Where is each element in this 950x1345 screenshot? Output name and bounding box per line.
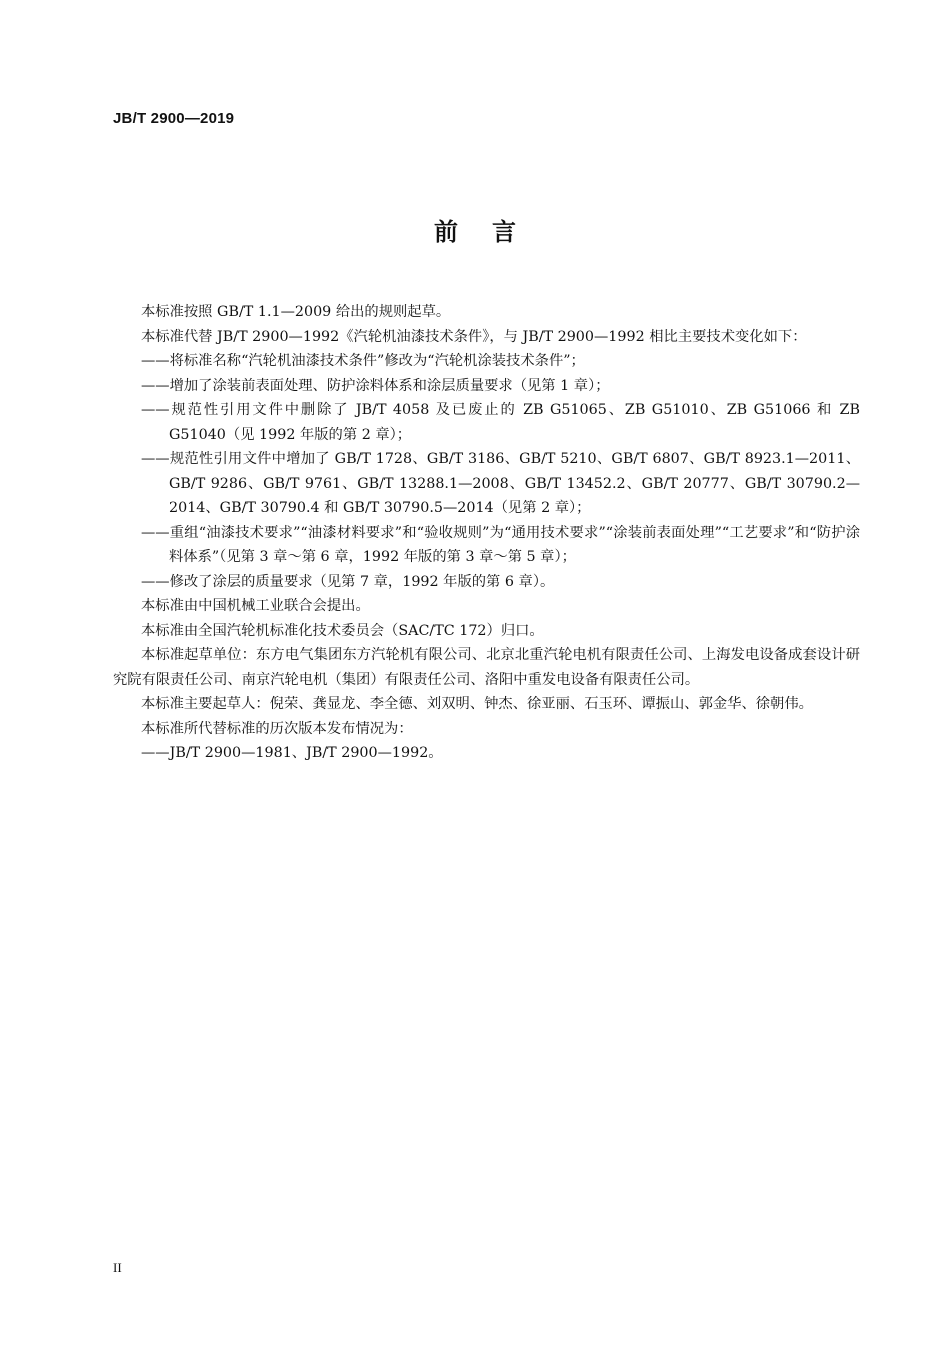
page-number: II	[113, 1260, 122, 1275]
page-title: 前言	[434, 218, 550, 246]
change-item-added-refs: ——规范性引用文件中增加了 GB/T 1728、GB/T 3186、GB/T 5210、GB/T 6807、GB/T 8923.1—2011、GB/T 9286、GB/T 9761、GB/T 13288.1—2008、GB/T 13452.2、GB/T 20777、GB/T 30790.2—2014、GB/T 30790.4 和 GB/T 30790.5—2014（见第 2 章）；	[141, 451, 860, 516]
paragraph-administered-by: 本标准由全国汽轮机标准化技术委员会（SAC/TC 172）归口。	[141, 622, 544, 639]
paragraph-history: 本标准所代替标准的历次版本发布情况为：	[141, 720, 413, 737]
history-item: ——JB/T 2900—1981、JB/T 2900—1992。	[141, 745, 443, 761]
paragraph-drafting-rules: 本标准按照 GB/T 1.1—2009 给出的规则起草。	[141, 304, 451, 320]
change-item-quality: ——修改了涂层的质量要求（见第 7 章，1992 年版的第 6 章）。	[141, 573, 555, 590]
paragraph-replaces: 本标准代替 JB/T 2900—1992《汽轮机油漆技术条件》，与 JB/T 2900—1992 相比主要技术变化如下：	[141, 328, 807, 345]
document-code: JB/T 2900—2019	[113, 110, 235, 127]
change-item-reorganized: ——重组“油漆技术要求”“油漆材料要求”和“验收规则”为“通用技术要求”“涂装前表面处理”“工艺要求”和“防护涂料体系”（见第 3 章～第 6 章，1992 年版的第 3 章～第 5 章）；	[141, 524, 860, 565]
paragraph-proposed-by: 本标准由中国机械工业联合会提出。	[141, 598, 370, 614]
change-item-deleted-refs: ——规范性引用文件中删除了 JB/T 4058 及已废止的 ZB G51065、ZB G51010、ZB G51066 和 ZB G51040（见 1992 年版的第 2 章）；	[141, 402, 860, 443]
change-item-added-surface: ——增加了涂装前表面处理、防护涂料体系和涂层质量要求（见第 1 章）；	[141, 377, 610, 394]
paragraph-drafters: 本标准主要起草人：倪荣、龚显龙、李全德、刘双明、钟杰、徐亚丽、石玉环、谭振山、郭金华、徐朝伟。	[141, 696, 813, 712]
paragraph-drafting-units: 本标准起草单位：东方电气集团东方汽轮机有限公司、北京北重汽轮电机有限责任公司、上海发电设备成套设计研究院有限责任公司、南京汽轮电机（集团）有限责任公司、洛阳中重发电设备有限责任公司。	[113, 647, 860, 688]
foreword-body	[113, 300, 860, 766]
change-item-rename: ——将标准名称“汽轮机油漆技术条件”修改为“汽轮机涂装技术条件”；	[141, 353, 585, 369]
